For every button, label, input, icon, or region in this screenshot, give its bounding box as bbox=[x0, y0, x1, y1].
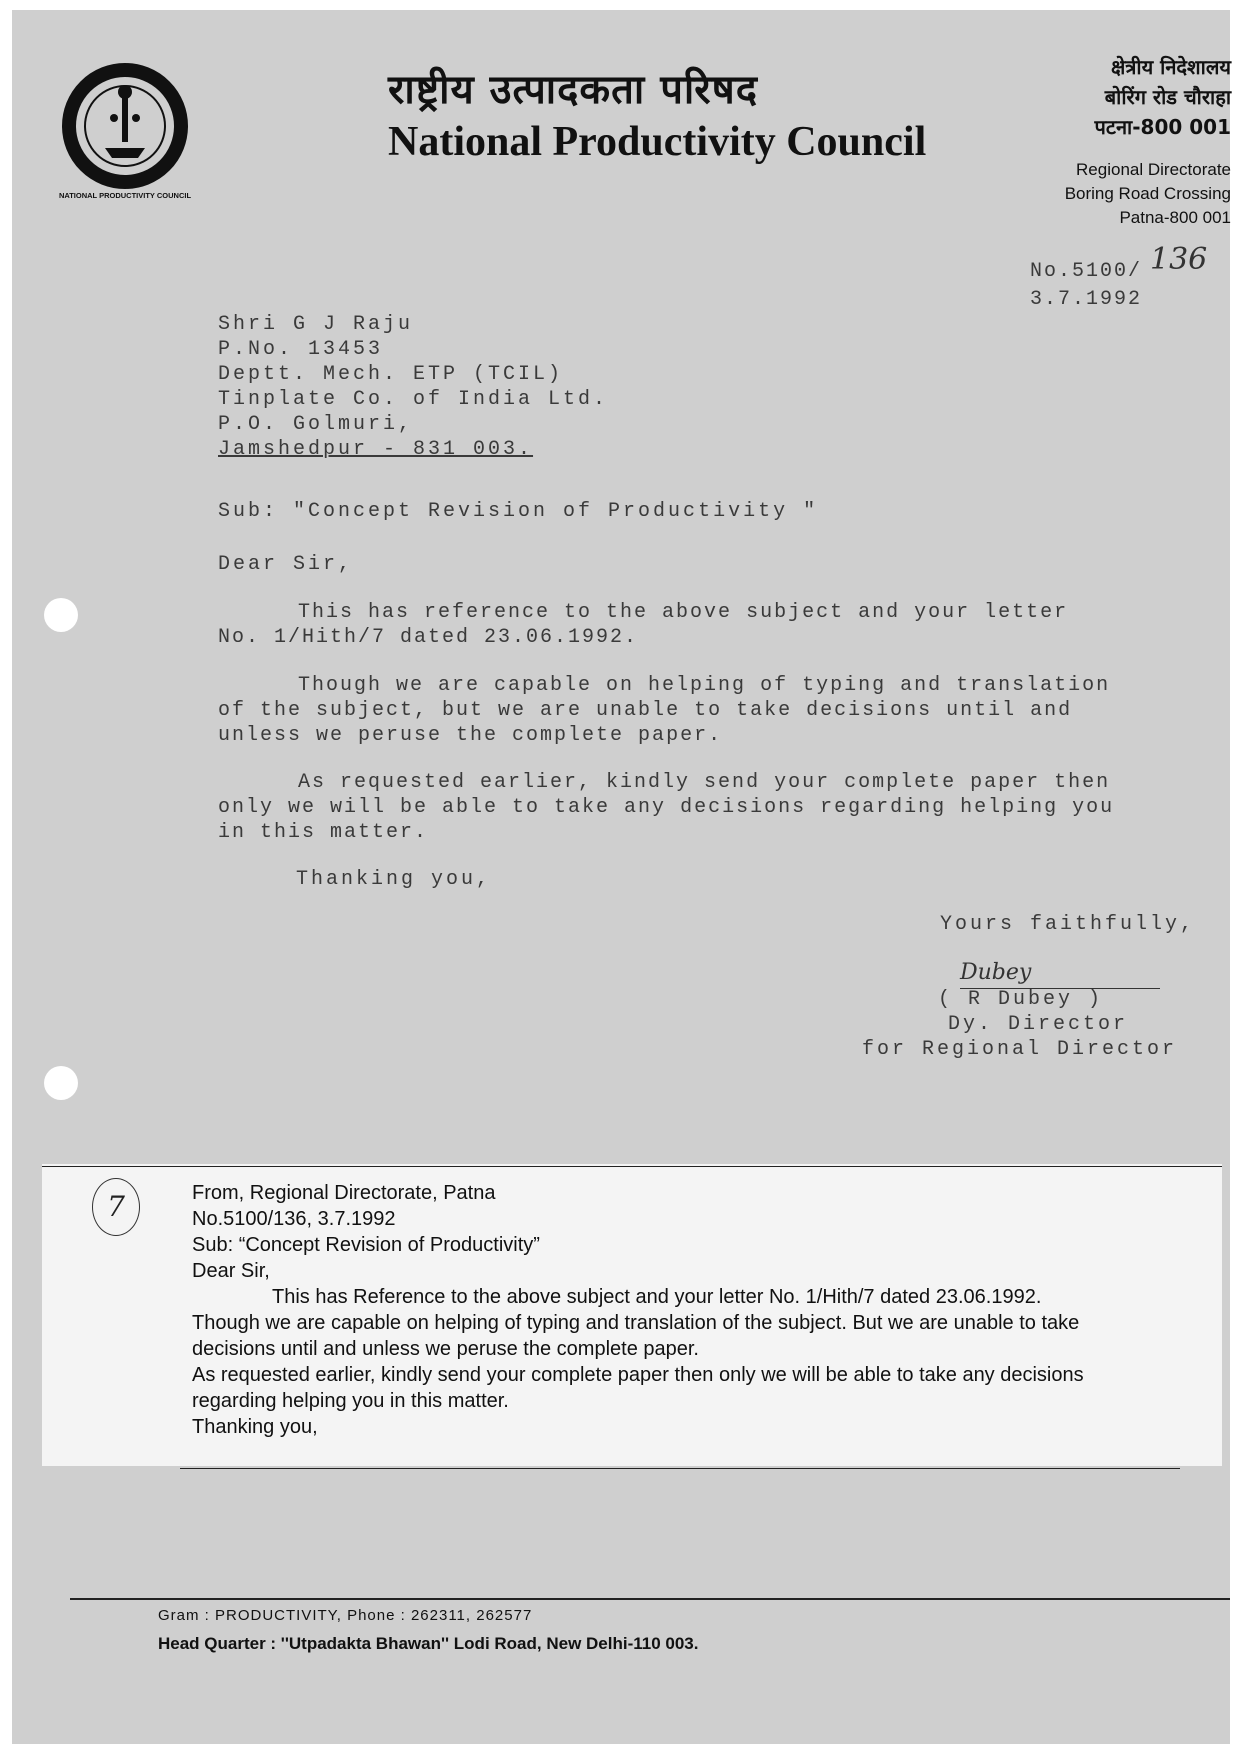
recipient-line: Jamshedpur - 831 003. bbox=[218, 438, 534, 461]
npc-logo-icon bbox=[50, 56, 200, 206]
transcript-paragraph: Though we are capable on helping of typing and translation of the subject. But we are unable to take decisions until and unless we peruse the complete paper. bbox=[192, 1312, 1080, 1360]
paragraph-text: As requested earlier, kindly send your complete paper then only we will be able to take any decisions regarding helping you in this matter. bbox=[218, 771, 1115, 844]
footer-gram-phone: Gram : PRODUCTIVITY, Phone : 262311, 262577 bbox=[158, 1607, 533, 1624]
footer-head-quarter: Head Quarter : ''Utpadakta Bhawan'' Lodi Road, New Delhi-110 003. bbox=[158, 1634, 699, 1653]
logo-text: NATIONAL PRODUCTIVITY COUNCIL bbox=[58, 191, 192, 200]
transcript-line: No.5100/136, 3.7.1992 bbox=[192, 1208, 396, 1230]
signer-name: ( R Dubey ) bbox=[938, 988, 1104, 1011]
reference-date: 3.7.1992 bbox=[1030, 288, 1143, 311]
address-english-line: Boring Road Crossing bbox=[1064, 184, 1231, 203]
closing-line: Yours faithfully, bbox=[940, 913, 1196, 936]
transcript-bottom-rule bbox=[180, 1468, 1180, 1469]
council-title-hindi: राष्ट्रीय उत्पादकता परिषद bbox=[388, 66, 759, 113]
body-paragraph bbox=[218, 770, 1118, 845]
recipient-line: Deptt. Mech. ETP (TCIL) bbox=[218, 363, 564, 386]
address-hindi-line: क्षेत्रीय निदेशालय bbox=[1111, 55, 1231, 79]
address-english-line: Regional Directorate bbox=[1076, 160, 1231, 179]
page-marker-circled: 7 bbox=[92, 1178, 140, 1236]
address-hindi-line: पटना-800 001 bbox=[1094, 115, 1231, 139]
council-title-english: National Productivity Council bbox=[388, 119, 927, 165]
transcript-line: Dear Sir, bbox=[192, 1260, 270, 1282]
address-english bbox=[1065, 158, 1231, 230]
reference-number: No.5100/ bbox=[1030, 260, 1143, 283]
recipient-address bbox=[218, 312, 608, 462]
thanking-line: Thanking you, bbox=[296, 868, 492, 891]
address-hindi-line: बोरिंग रोड चौराहा bbox=[1104, 85, 1231, 109]
reference-handwritten: 136 bbox=[1150, 242, 1208, 277]
punch-hole bbox=[44, 1066, 78, 1100]
address-english-line: Patna-800 001 bbox=[1119, 208, 1231, 227]
salutation: Dear Sir, bbox=[218, 553, 354, 576]
transcript-paragraph: As requested earlier, kindly send your complete paper then only we will be able to take any decisions regarding helping you in this matter. bbox=[192, 1364, 1084, 1412]
body-paragraph bbox=[218, 673, 1118, 748]
punch-hole bbox=[44, 598, 78, 632]
transcript-top-rule bbox=[42, 1166, 1222, 1167]
footer-rule bbox=[70, 1598, 1230, 1600]
body-paragraph bbox=[218, 600, 1118, 650]
handwritten-signature: Dubey bbox=[960, 960, 1032, 985]
address-hindi bbox=[1095, 52, 1231, 142]
transcript-paragraph: This has Reference to the above subject and your letter No. 1/Hith/7 dated 23.06.1992. bbox=[272, 1286, 1042, 1308]
subject-line: Sub: "Concept Revision of Productivity " bbox=[218, 500, 819, 523]
recipient-line: Shri G J Raju bbox=[218, 313, 414, 336]
recipient-line: P.O. Golmuri, bbox=[218, 413, 414, 436]
paragraph-text: Though we are capable on helping of typing and translation of the subject, but we are unable to take decisions until and unless we peruse the complete paper. bbox=[218, 674, 1111, 747]
recipient-line: P.No. 13453 bbox=[218, 338, 384, 361]
recipient-line: Tinplate Co. of India Ltd. bbox=[218, 388, 609, 411]
transcript-thanking: Thanking you, bbox=[192, 1416, 318, 1438]
transcript-line: From, Regional Directorate, Patna bbox=[192, 1182, 496, 1204]
signer-for-line: for Regional Director bbox=[862, 1038, 1178, 1061]
transcript-line: Sub: “Concept Revision of Productivity” bbox=[192, 1234, 540, 1256]
paragraph-text: This has reference to the above subject and your letter No. 1/Hith/7 dated 23.06.1992. bbox=[218, 601, 1069, 649]
reference-block bbox=[1030, 258, 1142, 314]
signer-designation: Dy. Director bbox=[948, 1013, 1129, 1036]
transcript-text bbox=[192, 1180, 1142, 1440]
